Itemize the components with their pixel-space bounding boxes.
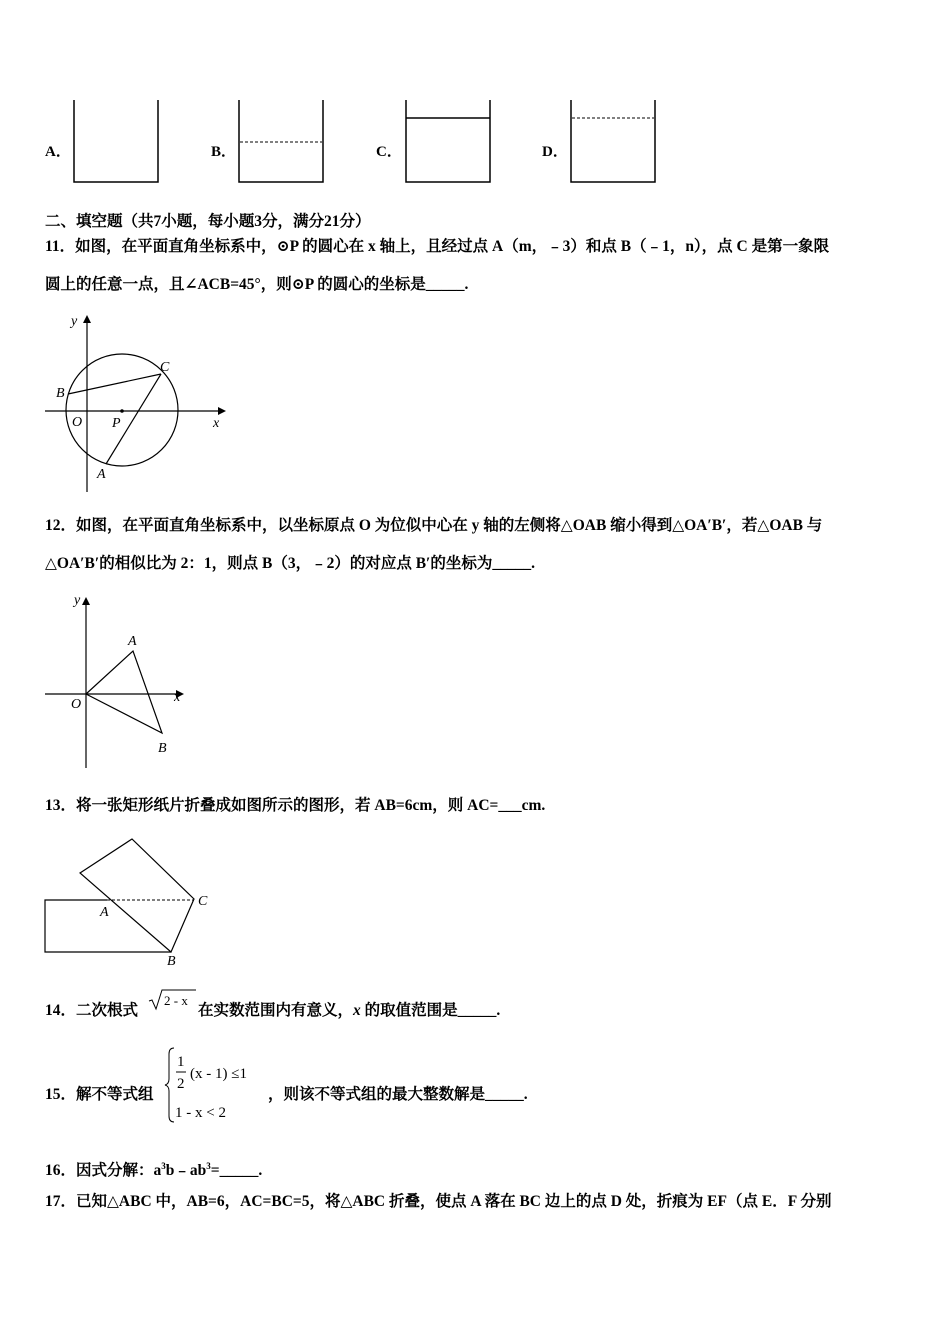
q11-line1: 11．如图，在平面直角坐标系中，⊙P 的圆心在 x 轴上，且经过点 A（m，﹣3）和点 B（﹣1，n），点 C 是第一象限 [45,238,830,255]
q14-radicand: 2 - x [164,993,188,1008]
q13-label-c: C [198,894,208,909]
option-c-label: C． [376,144,402,160]
q14-suffix [198,1001,500,1021]
q11-label-o: O [72,415,83,430]
q11-line2: 圆上的任意一点，且∠ACB=45°，则⊙P 的圆心的坐标是_____. [45,276,469,293]
q11-label-c: C [160,360,170,375]
q17-line1: 17．已知△ABC 中，AB=6，AC=BC=5，将△ABC 折叠，使点 A 落在 BC 边上的点 D 处，折痕为 EF（点 E．F 分别 [45,1193,832,1210]
q12-triangle [86,651,162,733]
option-d-label: D． [542,144,568,160]
q13-line1: 13．将一张矩形纸片折叠成如图所示的图形，若 AB=6cm，则 AC=___cm. [45,797,546,814]
q11-label-a: A [97,467,106,482]
q16-line [45,1156,262,1181]
q12-label-o: O [71,697,82,712]
option-b-label: B． [211,144,237,160]
q12-label-a: A [128,634,137,649]
q16-sup2: 3 [206,1161,211,1171]
q11-label-x: x [213,416,220,431]
q11-label-b: B [56,386,65,401]
q15-ineq2: 1 - x < 2 [175,1105,226,1121]
q15-suffix: ，则该不等式组的最大整数解是_____. [268,1086,528,1103]
q16-suffix: =_____. [210,1162,263,1180]
option-c-figure [404,98,494,186]
q14-var: x [353,1002,361,1019]
q16-sup1: 3 [161,1161,166,1171]
q11-figure [40,310,240,495]
q16-mid: b﹣ab [165,1162,207,1180]
q13-folded-rect [80,839,194,952]
q15-system [164,1046,274,1124]
q15-prefix: 15．解不等式组 [45,1086,154,1103]
q14-suffix-a: 在实数范围内有意义， [198,1002,354,1019]
q15-ineq1: (x - 1) ≤1 [190,1066,247,1082]
q13-figure [40,835,220,970]
q14-prefix: 14．二次根式 [45,1002,139,1019]
q12-label-x: x [174,690,181,705]
q13-label-a: A [100,905,109,920]
section-heading: 二、填空题（共7小题，每小题3分，满分21分） [45,213,371,230]
option-a-figure [72,98,162,186]
q13-label-b: B [167,954,176,969]
q12-line1: 12．如图，在平面直角坐标系中，以坐标原点 O 为位似中心在 y 轴的左侧将△OAB 缩小得到△OA′B′，若△OAB 与 [45,517,823,534]
q12-label-y: y [74,593,81,608]
q12-figure [40,590,200,775]
option-d-figure [569,98,659,186]
q11-label-p: P [112,416,121,431]
q12-line2: △OA′B′的相似比为 2：1，则点 B（3，﹣2）的对应点 B′的坐标为_____. [45,555,536,572]
option-a-label: A． [45,144,71,160]
q14-radical [148,988,198,1012]
option-b-figure [237,98,327,186]
q15-frac-den: 2 [177,1076,185,1092]
q15-frac-num: 1 [177,1054,185,1070]
q16-prefix: 16．因式分解：a [45,1162,162,1180]
q14-suffix-b: 的取值范围是_____. [360,1002,501,1019]
q11-label-y: y [71,314,78,329]
q12-label-b: B [158,741,167,756]
q11-point-p [120,409,124,413]
